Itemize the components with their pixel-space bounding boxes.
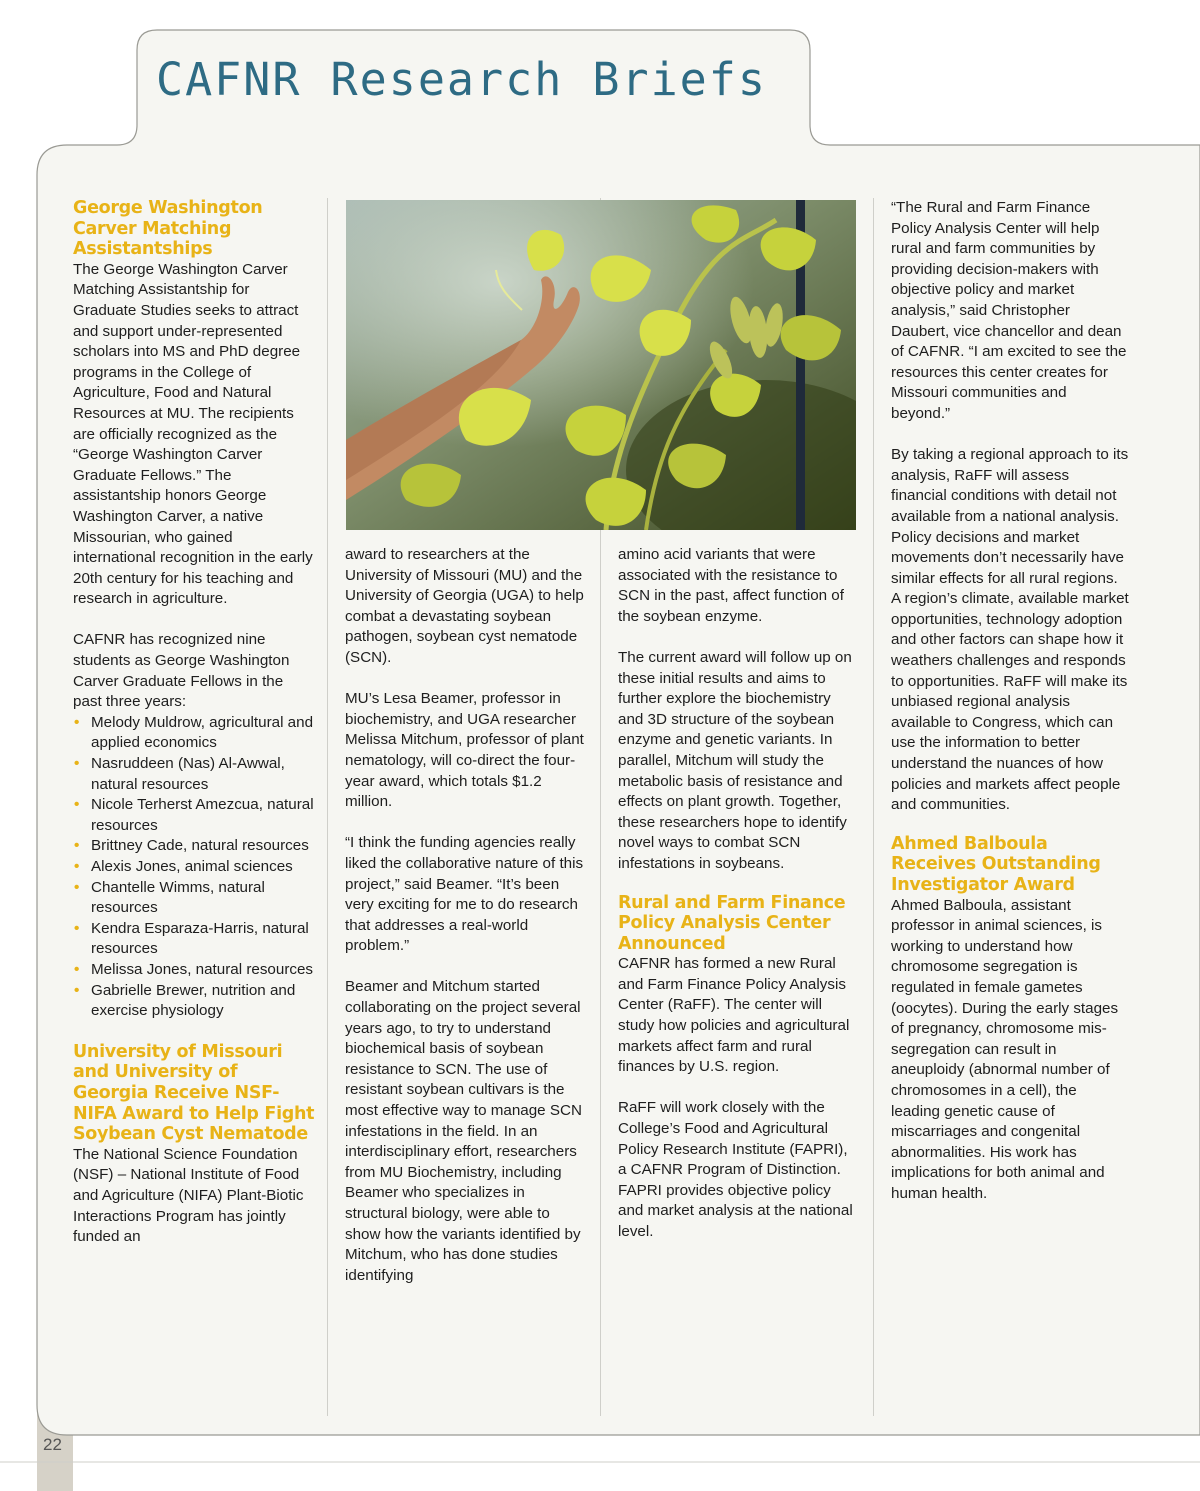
list-item: • Nicole Terherst Amezcua, natural resources	[73, 795, 315, 836]
collaboration-paragraph: Beamer and Mitchum started collaborating on the project several years ago, to try to understand biochemical basis of soybean resistance to SCN. The use of resistant soybean cultivars is the most effective way to manage SCN infestations in the field. In an interdisciplinary effort, researchers from MU Biochemistry, including Beamer who specializes in structural biology, were able to show how the variants identified by Mitchum, who has done studies identifying	[345, 978, 582, 1284]
list-item: • Nasruddeen (Nas) Al-Awwal, natural resources	[73, 754, 315, 795]
carver-fellows-paragraph: CAFNR has recognized nine students as George Washington Carver Graduate Fellows in the past three years:	[73, 631, 290, 711]
balboula-paragraph: Ahmed Balboula, assistant professor in animal sciences, is working to understand how chromosome segregation is regulated in female gametes (oocytes). During the early stages of pregnancy, chromosome mis-segregation can result in aneuploidy (abnormal number of chromosomes in a cell), the leading genetic cause of miscarriages and congenital abnormalities. His work has implications for both animal and human health.	[891, 896, 1119, 1202]
beamer-quote-paragraph: “I think the funding agencies really liked the collaborative nature of this project,” said Beamer. “It’s been very exciting for me to do research that addresses a real-world problem.”	[345, 834, 584, 955]
raff-intro-paragraph: CAFNR has formed a new Rural and Farm Finance Policy Analysis Center (RaFF). The center will study how policies and agricultural markets affect farm and rural finances by U.S. region.	[618, 955, 850, 1076]
variants-paragraph: amino acid variants that were associated with the resistance to SCN in the past, affect function of the soybean enzyme.	[618, 546, 844, 625]
column-divider	[873, 198, 874, 1416]
column-2	[345, 545, 585, 1286]
nsf-nifa-award-heading: University of Missouri and University of Georgia Receive NSF-NIFA Award to Help Fight Soybean Cyst Nematode	[73, 1041, 315, 1145]
page-title: CAFNR Research Briefs	[156, 53, 767, 106]
page-number: 22	[43, 1435, 62, 1454]
column-4	[891, 198, 1129, 1205]
list-item: • Alexis Jones, animal sciences	[73, 857, 315, 878]
carver-assistantships-heading: George Washington Carver Matching Assistantships	[73, 198, 263, 260]
co-directors-paragraph: MU’s Lesa Beamer, professor in biochemistry, and UGA researcher Melissa Mitchum, professor of plant nematology, will co-direct the four-year award, which totals $1.2 million.	[345, 690, 584, 811]
column-3	[618, 545, 860, 1243]
carver-intro-paragraph: The George Washington Carver Matching Assistantship for Graduate Studies seeks to attract and support under-represented scholars into MS and PhD degree programs in the College of Agriculture, Food and Natural Resources at MU. The recipients are officially recognized as the “George Washington Carver Graduate Fellows.” The assistantship honors George Washington Carver, a native Missourian, who gained international recognition in the early 20th century for his teaching and research in agriculture.	[73, 260, 313, 608]
nsf-intro-paragraph: The National Science Foundation (NSF) – National Institute of Food and Agriculture (NIFA) Plant-Biotic Interactions Program has jointly funded an	[73, 1145, 304, 1246]
list-item: • Melody Muldrow, agricultural and applied economics	[73, 713, 315, 754]
raff-center-heading: Rural and Farm Finance Policy Analysis Center Announced	[618, 892, 846, 954]
nsf-award-paragraph: award to researchers at the University of Missouri (MU) and the University of Georgia (UGA) to help combat a devastating soybean pathogen, soybean cyst nematode (SCN).	[345, 546, 584, 666]
column-divider	[327, 198, 328, 1416]
column-1	[73, 198, 315, 1248]
regional-approach-paragraph: By taking a regional approach to its analysis, RaFF will assess financial conditions with detail not available from a national analysis. Policy decisions and market movements don’t necessarily have similar effects for all rural regions. A region’s climate, available market opportunities, technology adoption and other factors can shape how it weathers challenges and responds to opportunities. RaFF will make its unbiased regional analysis available to Congress, which can use the information to better understand the nuances of how policies and markets affect people and communities.	[891, 446, 1129, 814]
current-award-paragraph: The current award will follow up on these initial results and aims to further explore the biochemistry and 3D structure of the soybean enzyme and genetic variants. In parallel, Mitchum will study the metabolic basis of resistance and effects on plant growth. Together, these researchers hope to identify novel ways to combat SCN infestations in soybeans.	[618, 648, 852, 872]
fapri-paragraph: RaFF will work closely with the College’s Food and Agricultural Policy Research Institute (FAPRI), a CAFNR Program of Distinction. FAPRI provides objective policy and market analysis at the national level.	[618, 1099, 853, 1240]
list-item: • Chantelle Wimms, natural resources	[73, 878, 315, 919]
fellows-list	[73, 713, 315, 1022]
list-item: • Melissa Jones, natural resources	[73, 960, 315, 981]
list-item: • Brittney Cade, natural resources	[73, 836, 315, 857]
soybean-plant-photo	[346, 200, 856, 530]
daubert-quote-paragraph: “The Rural and Farm Finance Policy Analysis Center will help rural and farm communities by providing decision-makers with objective policy and market analysis,” said Christopher Daubert, vice chancellor and dean of CAFNR. “I am excited to see the resources this center creates for Missouri communities and beyond.”	[891, 199, 1127, 422]
list-item: • Gabrielle Brewer, nutrition and exercise physiology	[73, 981, 315, 1022]
balboula-award-heading: Ahmed Balboula Receives Outstanding Investigator Award	[891, 833, 1101, 895]
list-item: • Kendra Esparaza-Harris, natural resources	[73, 919, 315, 960]
